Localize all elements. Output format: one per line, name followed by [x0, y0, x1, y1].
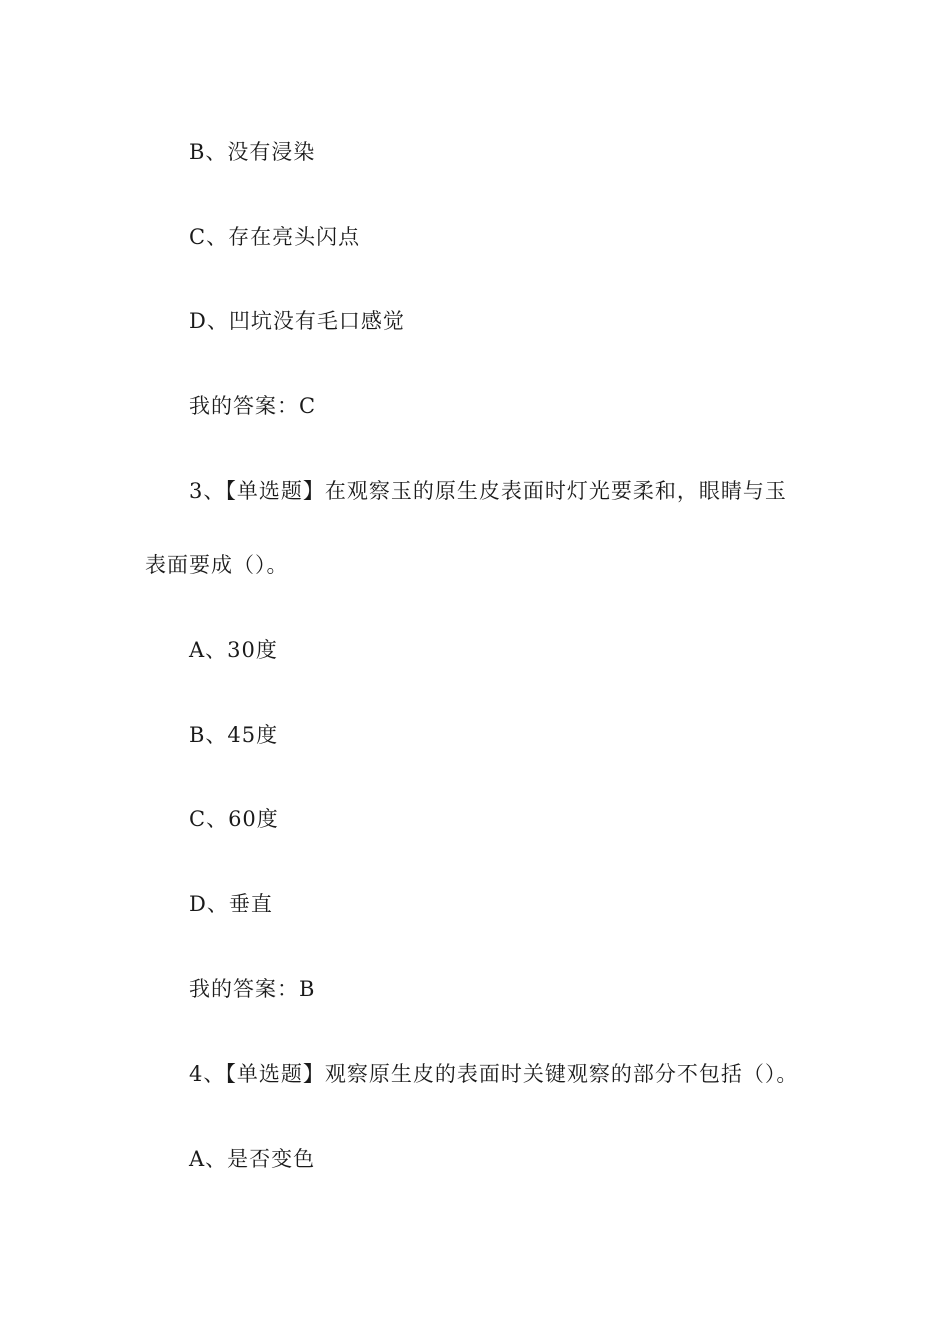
- q3-option-b: B、45度: [189, 723, 279, 747]
- q3-option-a: A、30度: [189, 638, 278, 662]
- q3-option-c: C、60度: [189, 807, 279, 831]
- q2-option-d: D、凹坑没有毛口感觉: [189, 309, 405, 333]
- q3-stem-line2: 表面要成（）。: [145, 553, 289, 577]
- q4-stem: 4、【单选题】观察原生皮的表面时关键观察的部分不包括（）。: [189, 1062, 799, 1086]
- q3-answer: 我的答案：B: [189, 977, 316, 1001]
- q4-option-a: A、是否变色: [189, 1147, 316, 1171]
- q3-stem-line1: 3、【单选题】在观察玉的原生皮表面时灯光要柔和，眼睛与玉: [189, 479, 787, 503]
- q3-option-d: D、垂直: [189, 892, 273, 916]
- q2-answer: 我的答案：C: [189, 394, 317, 418]
- q2-option-b: B、没有浸染: [189, 140, 316, 164]
- q2-option-c: C、存在亮头闪点: [189, 225, 361, 249]
